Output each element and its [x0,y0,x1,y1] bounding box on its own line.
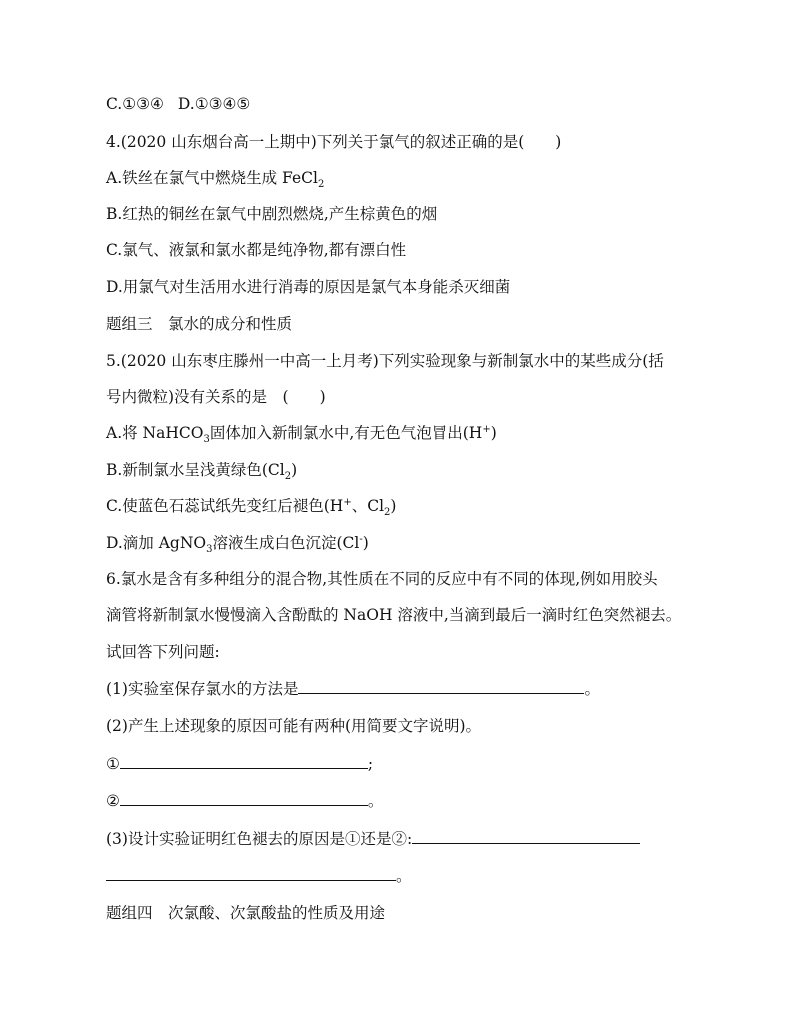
q5-stem-line2: 号内微粒)没有关系的是 ( ) [106,388,326,406]
q3-option-d: D.①③④⑤ [177,95,251,113]
q6-reason2: ② 。 [106,792,384,810]
group4-heading: 题组四 次氯酸、次氯酸盐的性质及用途 [106,904,386,922]
q5-option-d: D.滴加 AgNO$_3$溶液生成白色沉淀(Cl-) [106,533,369,556]
answer-blank-2[interactable] [120,754,368,769]
q4-option-d: D.用氯气对生活用水进行消毒的原因是氯气本身能杀灭细菌 [106,278,511,296]
q6-part2: (2)产生上述现象的原因可能有两种(用简要文字说明)。 [106,717,482,735]
q3-options [106,94,250,114]
q6-part3: (3)设计实验证明红色褪去的原因是①还是②: [106,829,640,849]
answer-blank-3[interactable] [120,791,368,806]
q5-option-a: A.将 NaHCO$_3$固体加入新制氯水中,有无色气泡冒出(H+) [106,423,497,446]
answer-blank-1[interactable] [298,679,584,694]
q6-reason1: ① ; [106,755,374,773]
q6-part3-cont: 。 [106,866,412,886]
q4-option-a: A.铁丝在氯气中燃烧生成 FeCl$_2$ [106,169,325,191]
group3-heading: 题组三 氯水的成分和性质 [106,315,293,333]
q4-option-b: B.红热的铜丝在氯气中剧烈燃烧,产生棕黄色的烟 [106,205,438,223]
answer-blank-5[interactable] [106,866,396,881]
q4-option-c: C.氯气、液氯和氯水都是纯净物,都有漂白性 [106,241,407,259]
q6-stem-line2: 滴管将新制氯水慢慢滴入含酚酞的 NaOH 溶液中,当滴到最后一滴时红色突然褪去。 [106,606,682,624]
q5-stem-line1: 5.(2020 山东枣庄滕州一中高一上月考)下列实验现象与新制氯水中的某些成分(括 [106,352,664,370]
answer-blank-4[interactable] [412,829,640,844]
q6-stem-line1: 6.氯水是含有多种组分的混合物,其性质在不同的反应中有不同的体现,例如用胶头 [106,570,658,588]
q4-stem: 4.(2020 山东烟台高一上期中)下列关于氯气的叙述正确的是( ) [106,133,562,151]
q6-stem-line3: 试回答下列问题: [106,643,220,661]
q5-option-c: C.使蓝色石蕊试纸先变红后褪色(H+、$Cl_2$) [106,496,397,519]
q3-option-c: C.①③④ [106,95,164,113]
q5-option-b: B.新制氯水呈浅黄绿色$(Cl_2)$ [106,461,298,483]
q6-part1: (1)实验室保存氯水的方法是 。 [106,680,600,698]
